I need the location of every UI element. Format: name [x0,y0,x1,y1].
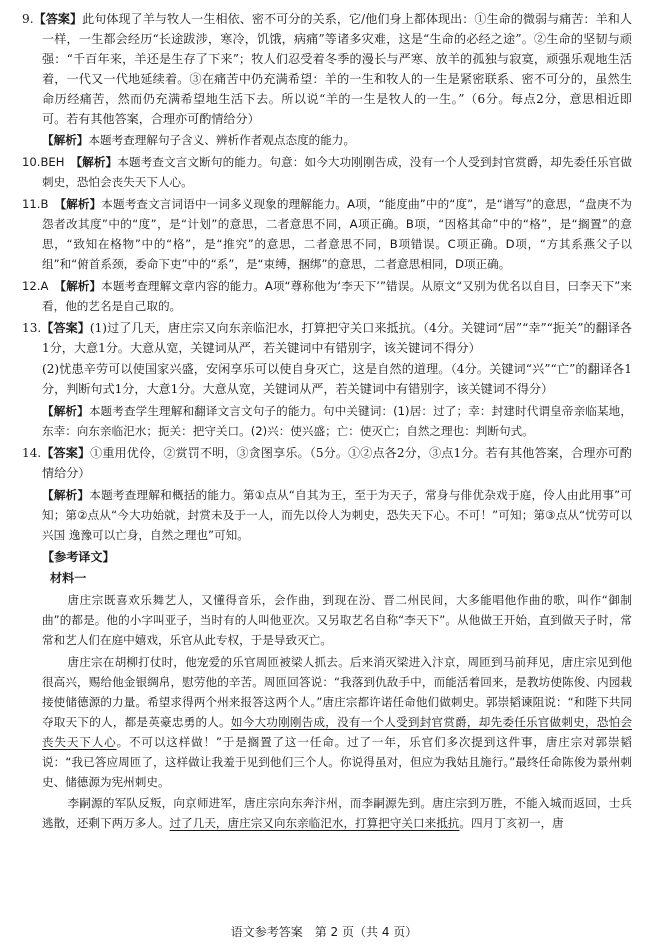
explanation-tag: 【解析】 [42,133,89,148]
q14-number: 14. [22,446,42,461]
translation-heading: 【参考译文】 [42,549,115,564]
material-one-title: 材料一 [50,571,87,586]
q11-answer: B [40,197,49,212]
q9-number: 9. [22,12,34,26]
q10-answer: BEH [40,155,65,170]
explanation-tag: 【解析】 [42,487,90,502]
answer-tag: 【答案】 [41,446,91,461]
answer-tag: 【答案】 [41,320,90,335]
explanation-tag: 【解析】 [42,404,89,419]
q11-item [22,195,632,275]
q12-explanation-text: 本题考查理解文章内容的能力。A项“尊称他为‘李天下’”错误。从原文“又别为优名以自目，曰李天下”来看，他的艺名是自己取的。 [42,278,632,313]
q9-answer-text: 此句体现了羊与牧人一生相依、密不可分的关系，它/他们身上都体现出：①生命的微弱与痛苦：羊和人一样，一生都会经历“长途跋涉，寒冷，饥饿，病痛”等诸多灾难，这是“生命的必经之途”。②生命的坚韧与顽强：“千百年来，羊还是生存了下来”；牧人们忍受着冬季的漫长与严寒、放羊的孤独与寂寞，顽强乐观地生活着，一代又一代地延续着。③在痛苦中仍充满希望：羊的一生和牧人的一生是紧密联系、密不可分的，虽然生命历经痛苦，然而仍充满希望地生活下去。所以说“羊的一生是牧人的一生。”（6分。每点2分，意思相近即可。若有其他答案，合理亦可酌情给分） [42,12,632,126]
q13-explanation [22,402,632,442]
q13-answer-2: (2)忧患辛劳可以使国家兴盛，安闲享乐可以使自身灭亡，这是自然的道理。（4分。关键词“兴”“亡”的翻译各1分，判断句式1分，大意1分。大意从宽，关键词从严，若关键词中有错别字，该关键词不得分） [42,362,632,397]
explanation-tag: 【解析】 [60,197,102,212]
q10-explanation-text: 本题考查文言文断句的能力。句意：如今大功刚刚告成，没有一个人受到封官赏爵，却先委任乐官做刺史，恐怕会丧失天下人心。 [42,155,632,190]
explanation-tag: 【解析】 [76,155,118,170]
q14-explanation-text: 本题考查理解和概括的能力。第①点从“自其为王，至于为天子，常身与俳优杂戏于庭，伶人由此用事”可知；第②点从“今大功始就，封赏未及于一人，而先以伶人为刺史，恐失天下心。不可！”可知；第③点从“忧劳可以兴国 逸豫可以亡身，自然之理也”可知。 [42,487,632,542]
q11-explanation-text: 本题考查文言词语中一词多义现象的理解能力。A项，“能度曲”中的“度”，是“谱写”的意思，“盘庚不为怨者改其度”中的“度”，是“计划”的意思，二者意思不同，A项正确。B项，“因格其命”中的“格”，是“搁置”的意思，“致知在格物”中的“格”，是“推究”的意思，二者意思不同，B项错误。C项正确。D项，“方其系燕父子以组”和“俯首系颈，委命下吏”中的“系”，是“束缚，捆绑”的意思，二者意思相同，D项正确。 [42,197,632,271]
q12-item [22,277,632,317]
q12-number: 12. [22,278,41,293]
q11-number: 11. [22,197,41,212]
q13-number: 13. [22,320,42,335]
translation-paragraph-3: 李嗣源的军队反叛，向京师进军，唐庄宗向东奔汴州，而李嗣源先到。唐庄宗到万胜，不能入城而返回，士兵逃散，还剩下两万多人。过了几天，唐庄宗又向东亲临汜水，打算把守关口来抵抗。四月丁亥初一，唐 [42,796,632,831]
q9-answer [22,10,632,129]
explanation-tag: 【解析】 [60,278,102,293]
q13-explanation-text: 本题考查学生理解和翻译文言文句子的能力。句中关键词：(1)居：过了；幸：封建时代谓皇帝亲临某地，东幸：向东亲临汜水；扼关：把守关口。(2)兴：使兴盛；亡：使灭亡；自然之理也：判断句式。 [42,404,632,439]
q10-number: 10. [22,155,41,170]
q9-explanation [22,131,632,151]
translation-paragraph-1: 唐庄宗既喜欢乐舞艺人，又懂得音乐，会作曲，到现在汾、晋二州民间，大多能唱他作曲的歌，叫作“御制曲”的都是。他的小字叫亚子，当时有的人叫他亚次。又另取艺名自称“李天下”。从他做王开始，直到做天子时，常常和艺人们在庭中嬉戏，乐官从此专权，于是导致灭亡。 [42,593,632,648]
q12-answer: A [40,278,49,293]
q14-explanation [22,486,632,546]
translation-paragraph-2: 唐庄宗在胡柳打仗时，他宠爱的乐官周匝被梁人抓去。后来消灭梁进入汴京，周匝到马前拜见，唐庄宗见到他很高兴，赐给他金银绸帛，慰劳他的辛苦。周匝回答说：“我落到仇敌手中，而能活着回来，是教坊使陈俊、内园栽接使储德源的力量。希望求得两个州来报答这两个人。”唐庄宗都许诺任命他们做刺史。郭崇韬谏阻说：“和陛下共同夺取天下的人，都是英豪忠勇的人。如今大功刚刚告成，没有一个人受到封官赏爵，却先委任乐官做刺史，恐怕会丧失天下人心。不可以这样做！”于是搁置了这一任命。过了一年，乐官们多次提到这件事，唐庄宗对郭崇韬说：“我已答应周匝了，这样做让我羞于见到他们三个人。你说得虽对，但应为我姑且施行。”最终任命陈俊为景州刺史、储德源为宪州刺史。 [42,655,632,789]
page-footer: 语文参考答案 第 2 页（共 4 页） [230,925,418,939]
answer-content [22,10,632,836]
underlined-sentence: 如今大功刚刚告成，没有一个人受到封官赏爵，却先委任乐官做刺史，恐怕会丧失天下人心 [42,714,632,749]
q14-answer [22,444,632,484]
q14-answer-text: ①重用优伶，②赏罚不明，③贪图享乐。（5分。①②点各2分，③点1分。若有其他答案，合理亦可酌情给分） [42,446,632,480]
underlined-sentence: 过了几天，唐庄宗又向东亲临汜水，打算把守关口来抵抗 [169,816,460,831]
q9-explanation-text: 本题考查理解句子含义、辨析作者观点态度的能力。 [88,133,356,148]
q13-answer-1-text: (1)过了几天，唐庄宗又向东亲临汜水，打算把守关口来抵抗。（4分。关键词“居”“幸”“扼关”的翻译各1分，大意1分。大意从宽，关键词从严，若关键词中有错别字，该关键词不得分） [42,320,632,355]
answer-tag: 【答案】 [33,12,83,26]
q13-answer-1 [22,319,632,359]
q10-item [22,153,632,193]
